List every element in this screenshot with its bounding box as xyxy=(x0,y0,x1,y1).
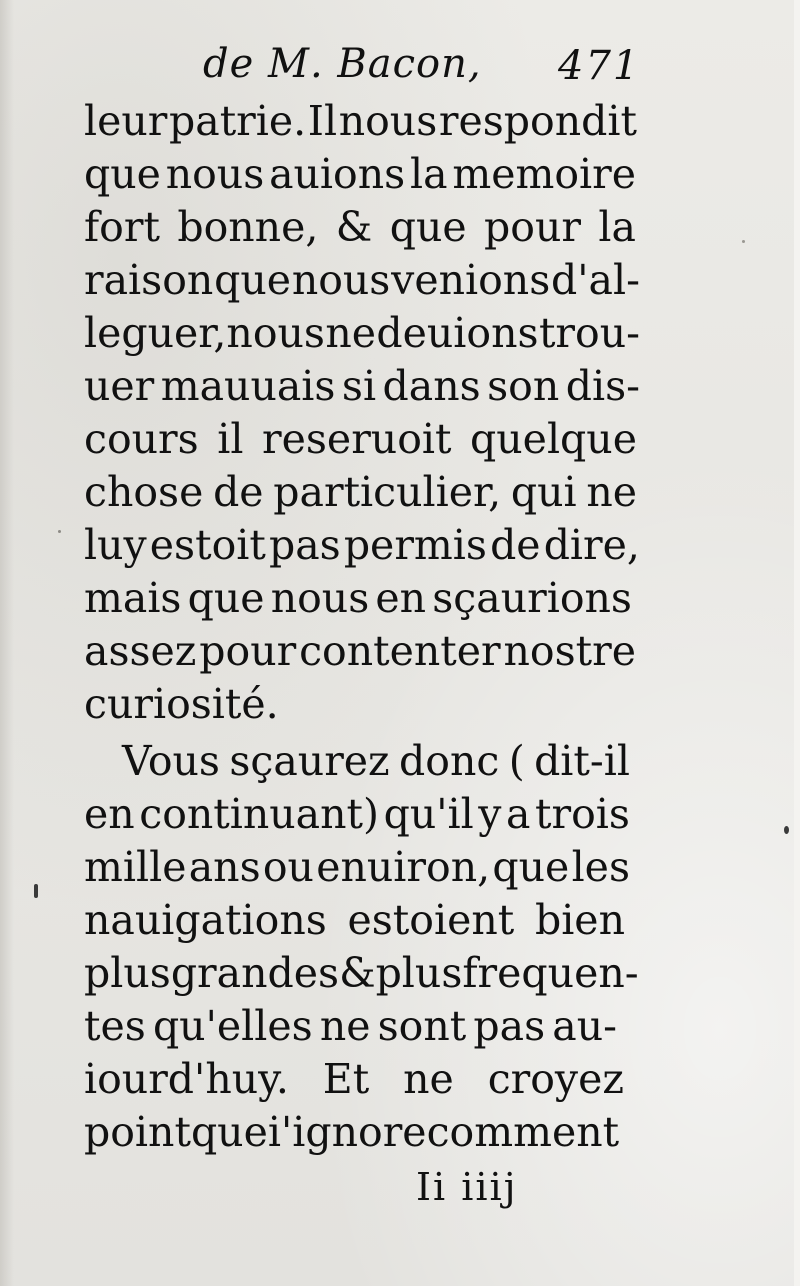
word: que xyxy=(84,150,161,198)
word: enuiron, xyxy=(316,843,491,891)
text-line xyxy=(84,1053,624,1105)
word: raison xyxy=(84,256,214,304)
word: leur xyxy=(84,97,168,145)
word: trois xyxy=(535,790,630,838)
word: dis- xyxy=(565,362,640,410)
page-edge xyxy=(794,0,800,1286)
word: plus xyxy=(84,949,171,997)
text-line xyxy=(84,148,636,200)
word: de xyxy=(213,468,264,516)
word: en xyxy=(84,790,135,838)
text-line xyxy=(84,572,632,624)
word: les xyxy=(571,843,630,891)
word: plus xyxy=(375,949,463,997)
word: sont xyxy=(377,1002,467,1050)
text-line xyxy=(84,307,640,359)
word: qu'il xyxy=(383,790,474,838)
word: que xyxy=(389,203,467,251)
text-line: curiosité. xyxy=(84,680,279,728)
word: que xyxy=(492,843,570,891)
word: estoit xyxy=(149,521,266,569)
word: la xyxy=(598,203,636,251)
word: chose xyxy=(84,468,204,516)
word: pas xyxy=(473,1002,546,1050)
word: quelque xyxy=(470,415,637,463)
word: patrie. xyxy=(169,97,307,145)
text-line xyxy=(84,466,637,518)
word: dit-il xyxy=(534,737,630,785)
word: que xyxy=(187,574,265,622)
ink-speck xyxy=(742,240,745,243)
word: qui xyxy=(510,468,577,516)
word: ( xyxy=(508,737,525,785)
text-line xyxy=(84,360,640,412)
word: respondit xyxy=(438,97,637,145)
word: & xyxy=(339,949,376,997)
word: nauigations xyxy=(84,896,327,944)
word: qu'elles xyxy=(152,1002,313,1050)
text-line xyxy=(84,788,630,840)
word: particulier, xyxy=(273,468,502,516)
word: luy xyxy=(84,521,147,569)
word: nous xyxy=(338,97,438,145)
word: comment xyxy=(426,1108,620,1156)
text-line xyxy=(84,1106,619,1158)
page-number: 471 xyxy=(558,43,641,89)
word: auions xyxy=(269,150,406,198)
word: venions xyxy=(391,256,551,304)
word: en xyxy=(375,574,427,622)
word: mais xyxy=(84,574,182,622)
word: bien xyxy=(534,896,625,944)
word: nous xyxy=(291,256,391,304)
word: a xyxy=(506,790,531,838)
text-line xyxy=(84,95,637,147)
word: Et xyxy=(322,1055,370,1103)
word: permis xyxy=(343,521,487,569)
text-line xyxy=(84,841,630,893)
word: fort xyxy=(84,203,160,251)
word: i'ignore xyxy=(267,1108,427,1156)
word: nous xyxy=(270,574,370,622)
word: uer xyxy=(84,362,155,410)
running-title: de M. Bacon, xyxy=(203,41,482,87)
word: tes xyxy=(84,1002,146,1050)
word: point xyxy=(84,1108,191,1156)
text-line xyxy=(84,519,640,571)
word: frequen- xyxy=(462,949,639,997)
word: bonne, xyxy=(177,203,319,251)
word: nous xyxy=(165,150,265,198)
word: pas xyxy=(268,521,341,569)
word: sçaurez xyxy=(229,737,390,785)
ink-speck xyxy=(784,826,789,834)
word: ne xyxy=(403,1055,454,1103)
word: mille xyxy=(84,843,187,891)
word: ne xyxy=(325,309,377,357)
word: ans xyxy=(188,843,261,891)
word: sçaurions xyxy=(432,574,632,622)
text-line xyxy=(84,1000,617,1052)
word: & xyxy=(335,203,373,251)
text-line xyxy=(84,894,625,946)
text-line xyxy=(84,201,636,253)
word: ne xyxy=(319,1002,371,1050)
text-line xyxy=(84,625,636,677)
word: trou- xyxy=(538,309,640,357)
word: d'al- xyxy=(551,256,640,304)
word: pour xyxy=(484,203,581,251)
word: que xyxy=(190,1108,268,1156)
word: reseruoit xyxy=(262,415,452,463)
word: si xyxy=(341,362,377,410)
word: la xyxy=(409,150,448,198)
word: grandes xyxy=(170,949,340,997)
word: contenter xyxy=(299,627,501,675)
word: croyez xyxy=(487,1055,624,1103)
word: dans xyxy=(382,362,481,410)
paragraph-start-line xyxy=(122,735,630,787)
word: Il xyxy=(307,97,338,145)
word: de xyxy=(490,521,541,569)
word: leguer,nous xyxy=(84,309,325,357)
word: mauuais xyxy=(160,362,336,410)
binding-shadow xyxy=(0,0,14,1286)
text-line xyxy=(84,413,637,465)
word: il xyxy=(217,415,244,463)
word: Vous xyxy=(122,737,220,785)
word: nostre xyxy=(503,627,636,675)
word: ou xyxy=(262,843,314,891)
word: donc xyxy=(399,737,500,785)
ink-speck xyxy=(58,530,61,533)
word: estoient xyxy=(347,896,515,944)
word: deuions xyxy=(376,309,539,357)
word: pour xyxy=(199,627,297,675)
word: continuant) xyxy=(139,790,380,838)
text-line xyxy=(84,254,640,306)
word: que xyxy=(214,256,292,304)
word: cours xyxy=(84,415,199,463)
running-head xyxy=(203,38,643,90)
ink-speck xyxy=(34,884,38,898)
word: iourd'huy. xyxy=(84,1055,289,1103)
word: ne xyxy=(586,468,637,516)
word: assez xyxy=(84,627,197,675)
word: dire, xyxy=(543,521,640,569)
word: son xyxy=(487,362,560,410)
word: y xyxy=(478,790,502,838)
text-line xyxy=(84,947,639,999)
signature-mark: Ii iiij xyxy=(416,1165,518,1209)
word: au- xyxy=(552,1002,617,1050)
word: memoire xyxy=(452,150,636,198)
